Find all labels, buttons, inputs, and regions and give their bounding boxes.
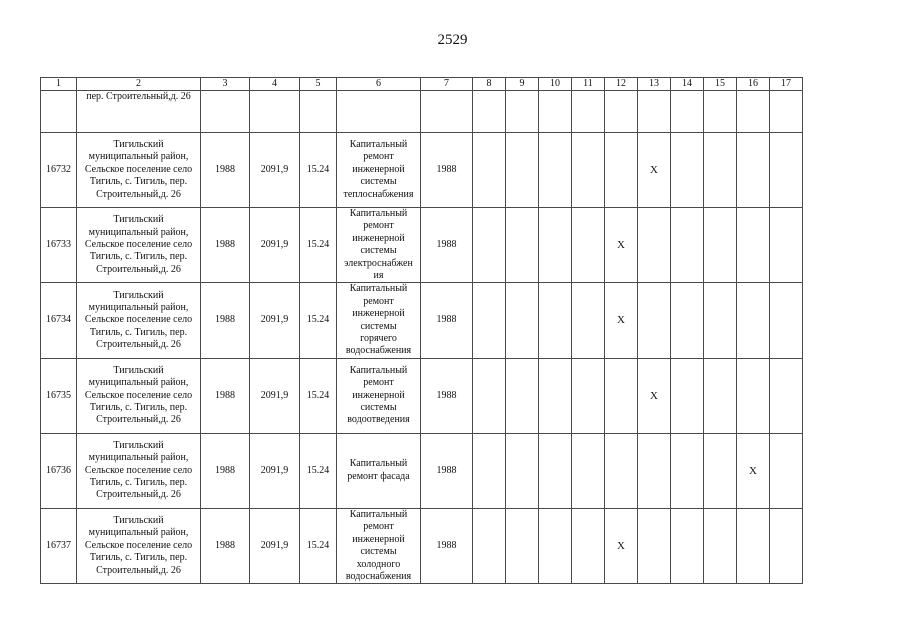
row-number-cell: 16732 (41, 133, 77, 208)
mark-cell-column-15 (704, 283, 737, 358)
table-row (41, 358, 803, 433)
mark-cell-column-10 (539, 283, 572, 358)
mark-cell-column-12: X (605, 508, 638, 583)
row-number-cell: 16733 (41, 208, 77, 283)
mark-cell-column-9 (506, 508, 539, 583)
mark-cell-column-17 (770, 433, 803, 508)
mark-cell-column-16 (737, 208, 770, 283)
mark-cell-column-11 (572, 208, 605, 283)
empty-cell (300, 91, 337, 133)
row-number-cell: 16737 (41, 508, 77, 583)
mark-cell-column-11 (572, 358, 605, 433)
empty-cell (539, 91, 572, 133)
year-built-cell: 1988 (201, 433, 250, 508)
mark-cell-column-12 (605, 433, 638, 508)
mark-cell-column-13 (638, 208, 671, 283)
mark-cell-column-16: X (737, 433, 770, 508)
mark-cell-column-16 (737, 358, 770, 433)
mark-cell-column-9 (506, 358, 539, 433)
mark-cell-column-11 (572, 133, 605, 208)
mark-cell-column-12 (605, 133, 638, 208)
mark-cell-column-8 (473, 508, 506, 583)
column-header-2: 2 (77, 78, 201, 91)
empty-cell (572, 91, 605, 133)
row-number-cell: 16735 (41, 358, 77, 433)
mark-cell-column-11 (572, 283, 605, 358)
column-header-3: 3 (201, 78, 250, 91)
empty-cell (737, 91, 770, 133)
address-cell: пер. Строительный,д. 26 (77, 91, 201, 133)
column-header-12: 12 (605, 78, 638, 91)
area-cell: 2091,9 (250, 433, 300, 508)
table-row (41, 508, 803, 583)
address-cell: Тигильский муниципальный район, Сельское поселение село Тигиль, с. Тигиль, пер. Строительный,д. 26 (77, 433, 201, 508)
mark-cell-column-17 (770, 208, 803, 283)
column-header-15: 15 (704, 78, 737, 91)
mark-cell-column-17 (770, 283, 803, 358)
mark-cell-column-17 (770, 508, 803, 583)
table-body (41, 78, 803, 584)
column-header-6: 6 (337, 78, 421, 91)
column-header-9: 9 (506, 78, 539, 91)
mark-cell-column-12: X (605, 208, 638, 283)
empty-cell (41, 91, 77, 133)
mark-cell-column-9 (506, 208, 539, 283)
mark-cell-column-10 (539, 358, 572, 433)
mark-cell-column-12: X (605, 283, 638, 358)
mark-cell-column-9 (506, 133, 539, 208)
work-type-cell: Капитальный ремонт инженерной системы теплоснабжения (337, 133, 421, 208)
empty-cell (704, 91, 737, 133)
table-row (41, 208, 803, 283)
mark-cell-column-12 (605, 358, 638, 433)
column-5-cell: 15.24 (300, 508, 337, 583)
column-header-11: 11 (572, 78, 605, 91)
column-5-cell: 15.24 (300, 283, 337, 358)
mark-cell-column-9 (506, 433, 539, 508)
column-header-4: 4 (250, 78, 300, 91)
mark-cell-column-14 (671, 433, 704, 508)
table-header-row (41, 78, 803, 91)
work-type-cell: Капитальный ремонт фасада (337, 433, 421, 508)
mark-cell-column-15 (704, 133, 737, 208)
empty-cell (605, 91, 638, 133)
address-cell: Тигильский муниципальный район, Сельское поселение село Тигиль, с. Тигиль, пер. Строительный,д. 26 (77, 358, 201, 433)
address-cell: Тигильский муниципальный район, Сельское поселение село Тигиль, с. Тигиль, пер. Строительный,д. 26 (77, 283, 201, 358)
empty-cell (421, 91, 473, 133)
mark-cell-column-15 (704, 208, 737, 283)
empty-cell (638, 91, 671, 133)
mark-cell-column-17 (770, 133, 803, 208)
table-row (41, 433, 803, 508)
column-5-cell: 15.24 (300, 133, 337, 208)
area-cell: 2091,9 (250, 283, 300, 358)
column-5-cell: 15.24 (300, 358, 337, 433)
page-number: 2529 (437, 32, 468, 48)
year-built-cell: 1988 (201, 358, 250, 433)
year-cell: 1988 (421, 358, 473, 433)
year-cell: 1988 (421, 283, 473, 358)
column-header-1: 1 (41, 78, 77, 91)
mark-cell-column-14 (671, 283, 704, 358)
address-cell: Тигильский муниципальный район, Сельское поселение село Тигиль, с. Тигиль, пер. Строительный,д. 26 (77, 508, 201, 583)
row-number-cell: 16736 (41, 433, 77, 508)
address-cell: Тигильский муниципальный район, Сельское поселение село Тигиль, с. Тигиль, пер. Строительный,д. 26 (77, 208, 201, 283)
mark-cell-column-13: X (638, 133, 671, 208)
empty-cell (473, 91, 506, 133)
mark-cell-column-11 (572, 508, 605, 583)
mark-cell-column-14 (671, 358, 704, 433)
mark-cell-column-10 (539, 208, 572, 283)
mark-cell-column-15 (704, 433, 737, 508)
mark-cell-column-13 (638, 508, 671, 583)
mark-cell-column-8 (473, 283, 506, 358)
mark-cell-column-17 (770, 358, 803, 433)
address-cell: Тигильский муниципальный район, Сельское поселение село Тигиль, с. Тигиль, пер. Строительный,д. 26 (77, 133, 201, 208)
empty-cell (337, 91, 421, 133)
column-header-14: 14 (671, 78, 704, 91)
year-cell: 1988 (421, 133, 473, 208)
column-5-cell: 15.24 (300, 208, 337, 283)
work-type-cell: Капитальный ремонт инженерной системы горячего водоснабжения (337, 283, 421, 358)
column-header-17: 17 (770, 78, 803, 91)
mark-cell-column-14 (671, 208, 704, 283)
data-table (40, 77, 803, 584)
year-built-cell: 1988 (201, 133, 250, 208)
mark-cell-column-9 (506, 283, 539, 358)
year-built-cell: 1988 (201, 208, 250, 283)
mark-cell-column-15 (704, 358, 737, 433)
empty-cell (201, 91, 250, 133)
mark-cell-column-10 (539, 508, 572, 583)
work-type-cell: Капитальный ремонт инженерной системы водоотведения (337, 358, 421, 433)
year-cell: 1988 (421, 508, 473, 583)
table-row (41, 283, 803, 358)
empty-cell (671, 91, 704, 133)
mark-cell-column-10 (539, 133, 572, 208)
year-built-cell: 1988 (201, 508, 250, 583)
empty-cell (770, 91, 803, 133)
area-cell: 2091,9 (250, 133, 300, 208)
mark-cell-column-14 (671, 133, 704, 208)
column-header-16: 16 (737, 78, 770, 91)
work-type-cell: Капитальный ремонт инженерной системы электроснабжения (337, 208, 421, 283)
mark-cell-column-10 (539, 433, 572, 508)
mark-cell-column-16 (737, 508, 770, 583)
mark-cell-column-11 (572, 433, 605, 508)
table-row-continuation (41, 91, 803, 133)
empty-cell (250, 91, 300, 133)
area-cell: 2091,9 (250, 358, 300, 433)
mark-cell-column-14 (671, 508, 704, 583)
mark-cell-column-8 (473, 433, 506, 508)
column-header-8: 8 (473, 78, 506, 91)
mark-cell-column-13: X (638, 358, 671, 433)
mark-cell-column-8 (473, 358, 506, 433)
area-cell: 2091,9 (250, 208, 300, 283)
column-5-cell: 15.24 (300, 433, 337, 508)
column-header-5: 5 (300, 78, 337, 91)
mark-cell-column-8 (473, 208, 506, 283)
year-cell: 1988 (421, 433, 473, 508)
mark-cell-column-16 (737, 133, 770, 208)
mark-cell-column-16 (737, 283, 770, 358)
work-type-cell: Капитальный ремонт инженерной системы холодного водоснабжения (337, 508, 421, 583)
table-row (41, 133, 803, 208)
mark-cell-column-13 (638, 433, 671, 508)
year-built-cell: 1988 (201, 283, 250, 358)
row-number-cell: 16734 (41, 283, 77, 358)
column-header-13: 13 (638, 78, 671, 91)
area-cell: 2091,9 (250, 508, 300, 583)
mark-cell-column-8 (473, 133, 506, 208)
mark-cell-column-13 (638, 283, 671, 358)
column-header-7: 7 (421, 78, 473, 91)
year-cell: 1988 (421, 208, 473, 283)
column-header-10: 10 (539, 78, 572, 91)
empty-cell (506, 91, 539, 133)
mark-cell-column-15 (704, 508, 737, 583)
